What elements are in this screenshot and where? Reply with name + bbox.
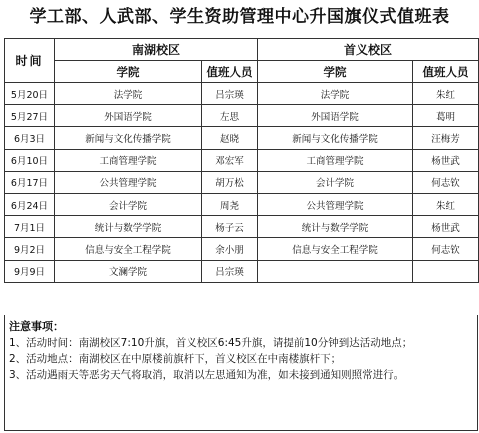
campus-a-duty-person-cell: 赵晓 (202, 127, 258, 149)
row-date-cell: 9月2日 (5, 238, 55, 260)
campus-a-college-cell: 统计与数学学院 (55, 216, 202, 238)
campus-a-college-cell: 信息与安全工程学院 (55, 238, 202, 260)
campus-a-college-cell: 法学院 (55, 83, 202, 105)
campus-b-college-header: 学院 (258, 61, 413, 83)
campus-b-duty-person-cell: 葛明 (413, 105, 479, 127)
table-header-row-campus (5, 39, 479, 61)
table-row (5, 105, 479, 127)
table-row (5, 193, 479, 215)
campus-b-duty-header: 值班人员 (413, 61, 479, 83)
campus-a-duty-person-cell: 左思 (202, 105, 258, 127)
campus-b-duty-person-cell: 汪梅芳 (413, 127, 479, 149)
campus-b-duty-person-cell: 何志钦 (413, 238, 479, 260)
campus-b-duty-person-cell (413, 260, 479, 282)
campus-a-college-cell: 外国语学院 (55, 105, 202, 127)
row-date-cell: 6月10日 (5, 149, 55, 171)
campus-a-college-cell: 工商管理学院 (55, 149, 202, 171)
campus-a-duty-person-cell: 周尧 (202, 193, 258, 215)
campus-a-duty-person-cell: 杨子云 (202, 216, 258, 238)
note-item-time: 1、活动时间：南湖校区7:10升旗，首义校区6:45升旗，请提前10分钟到达活动地点； (9, 337, 413, 349)
row-date-cell: 5月20日 (5, 83, 55, 105)
row-date-cell: 6月3日 (5, 127, 55, 149)
campus-a-college-cell: 会计学院 (55, 193, 202, 215)
note-item-location: 2、活动地点：南湖校区在中原楼前旗杆下，首义校区在中南楼旗杆下； (9, 353, 342, 365)
campus-a-duty-person-cell: 吕宗瑛 (202, 260, 258, 282)
campus-a-duty-person-cell: 胡万松 (202, 171, 258, 193)
table-row (5, 260, 479, 282)
table-row (5, 127, 479, 149)
campus-a-college-cell: 新闻与文化传播学院 (55, 127, 202, 149)
campus-b-duty-person-cell: 何志钦 (413, 171, 479, 193)
row-date-cell: 5月27日 (5, 105, 55, 127)
table-row (5, 216, 479, 238)
row-date-cell: 6月24日 (5, 193, 55, 215)
row-date-cell: 9月9日 (5, 260, 55, 282)
campus-b-college-cell: 信息与安全工程学院 (258, 238, 413, 260)
campus-a-duty-person-cell: 余小朋 (202, 238, 258, 260)
campus-b-college-cell: 会计学院 (258, 171, 413, 193)
duty-table (4, 38, 479, 283)
table-row (5, 238, 479, 260)
campus-b-header: 首义校区 (258, 39, 479, 61)
page-title: 学工部、人武部、学生资助管理中心升国旗仪式值班表 (29, 7, 450, 27)
notes-title: 注意事项： (9, 320, 64, 333)
campus-b-college-cell: 公共管理学院 (258, 193, 413, 215)
row-date-cell: 7月1日 (5, 216, 55, 238)
table-header-row-columns (5, 61, 479, 83)
campus-a-duty-header: 值班人员 (202, 61, 258, 83)
campus-a-college-cell: 公共管理学院 (55, 171, 202, 193)
campus-a-header: 南湖校区 (55, 39, 258, 61)
campus-b-duty-person-cell: 杨世武 (413, 216, 479, 238)
campus-b-college-cell: 统计与数学学院 (258, 216, 413, 238)
campus-a-duty-person-cell: 吕宗瑛 (202, 83, 258, 105)
campus-b-duty-person-cell: 朱红 (413, 193, 479, 215)
campus-a-college-header: 学院 (55, 61, 202, 83)
campus-b-college-cell: 外国语学院 (258, 105, 413, 127)
campus-b-college-cell: 新闻与文化传播学院 (258, 127, 413, 149)
table-row (5, 83, 479, 105)
table-row (5, 171, 479, 193)
campus-a-college-cell: 文澜学院 (55, 260, 202, 282)
table-row (5, 149, 479, 171)
campus-b-duty-person-cell: 杨世武 (413, 149, 479, 171)
campus-a-duty-person-cell: 邓宏军 (202, 149, 258, 171)
note-item-weather: 3、活动遇雨天等恶劣天气将取消，取消以左思通知为准，如未接到通知则照常进行。 (9, 369, 405, 381)
campus-b-duty-person-cell: 朱红 (413, 83, 479, 105)
campus-b-college-cell: 工商管理学院 (258, 149, 413, 171)
campus-b-college-cell (258, 260, 413, 282)
time-header: 时间 (5, 39, 55, 83)
campus-b-college-cell: 法学院 (258, 83, 413, 105)
notes-section (4, 315, 478, 431)
row-date-cell: 6月17日 (5, 171, 55, 193)
